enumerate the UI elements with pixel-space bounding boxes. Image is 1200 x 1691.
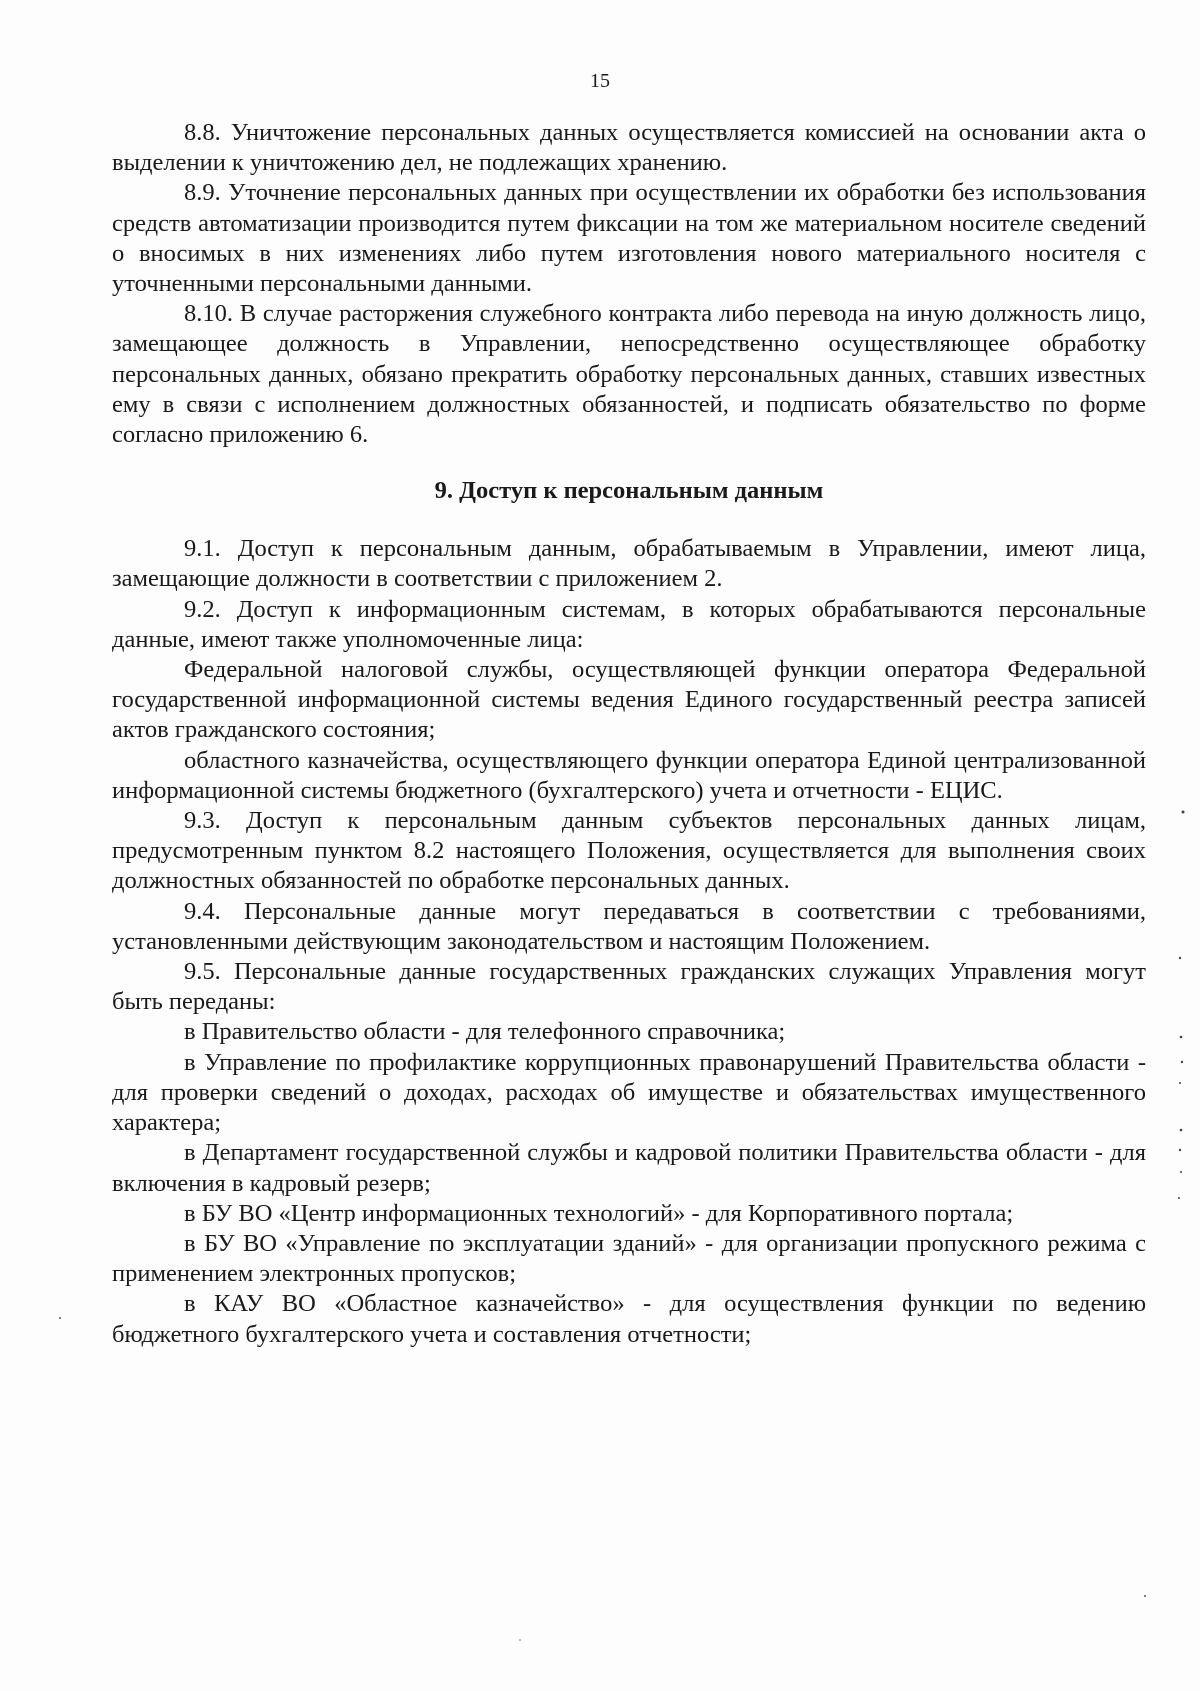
paragraph-9-2-treasury: областного казначейства, осуществляющего функции оператора Единой централизованной информационной системы бюджетного (бухгалтерского) учета и отчетности - ЕЦИС. [112,746,1146,804]
paragraph-8-10: 8.10. В случае расторжения служебного контракта либо перевода на иную должность лицо, замещающее должность в Управлении, непосредственно осуществляющее обработку персональных данных, обязано прекратить обработку персональных данных, ставших известных ему в связи с исполнением должностных обязанностей, и подписать обязательство по форме согласно приложению 6. [112,300,1146,449]
paragraph-8-8: 8.8. Уничтожение персональных данных осуществляется комиссией на основании акта о выделении к уничтожению дел, не подлежащих хранению. [112,119,1146,177]
paragraph-9-4: 9.4. Персональные данные могут передаваться в соответствии с требованиями, установленными действующим законодательством и настоящим Положением. [112,897,1146,955]
list-item-it-center: в БУ ВО «Центр информационных технологий» - для Корпоративного портала; [184,1199,1014,1227]
list-item-anticorruption: в Управление по профилактике коррупционных правонарушений Правительства области - для проверки сведений о доходах, расходах об имуществе и обязательствах имущественного характера; [112,1048,1146,1137]
paragraph-9-5: 9.5. Персональные данные государственных гражданских служащих Управления могут быть переданы: [112,958,1146,1016]
list-item-buildings: в БУ ВО «Управление по эксплуатации зданий» - для организации пропускного режима с применением электронных пропусков; [112,1229,1146,1288]
paragraph-9-1: 9.1. Доступ к персональным данным, обрабатываемым в Управлении, имеют лица, замещающие должности в соответствии с приложением 2. [112,535,1146,593]
paragraph-9-3: 9.3. Доступ к персональным данным субъектов персональных данных лицам, предусмотренным пунктом 8.2 настоящего Положения, осуществляется для выполнения своих должностных обязанностей по обработке персональных данных. [112,807,1146,895]
list-item-treasury: в КАУ ВО «Областное казначейство» - для осуществления функции по ведению бюджетного бухгалтерского учета и составления отчетности; [112,1290,1146,1348]
list-item-civil-service-dept: в Департамент государственной службы и кадровой политики Правительства области - для включения в кадровый резерв; [112,1139,1146,1197]
page-number: 15 [590,70,610,92]
paragraph-9-2-fns: Федеральной налоговой службы, осуществляющей функции оператора Федеральной государственной информационной системы ведения Единого государственный реестра записей актов гражданского состояния; [112,656,1146,744]
list-item-government: в Правительство области - для телефонного справочника; [184,1018,786,1046]
section-9-heading: 9. Доступ к персональным данным [434,477,824,505]
paragraph-9-2: 9.2. Доступ к информационным системам, в которых обрабатываются персональные данные, имеют также уполномоченные лица: [112,595,1146,653]
document-body [112,118,1146,1350]
paragraph-8-9: 8.9. Уточнение персональных данных при осуществлении их обработки без использования средств автоматизации производится путем фиксации на том же материальном носителе сведений о вносимых в них изменениях либо путем изготовления нового материального носителя с уточненными персональными данными. [112,179,1146,298]
